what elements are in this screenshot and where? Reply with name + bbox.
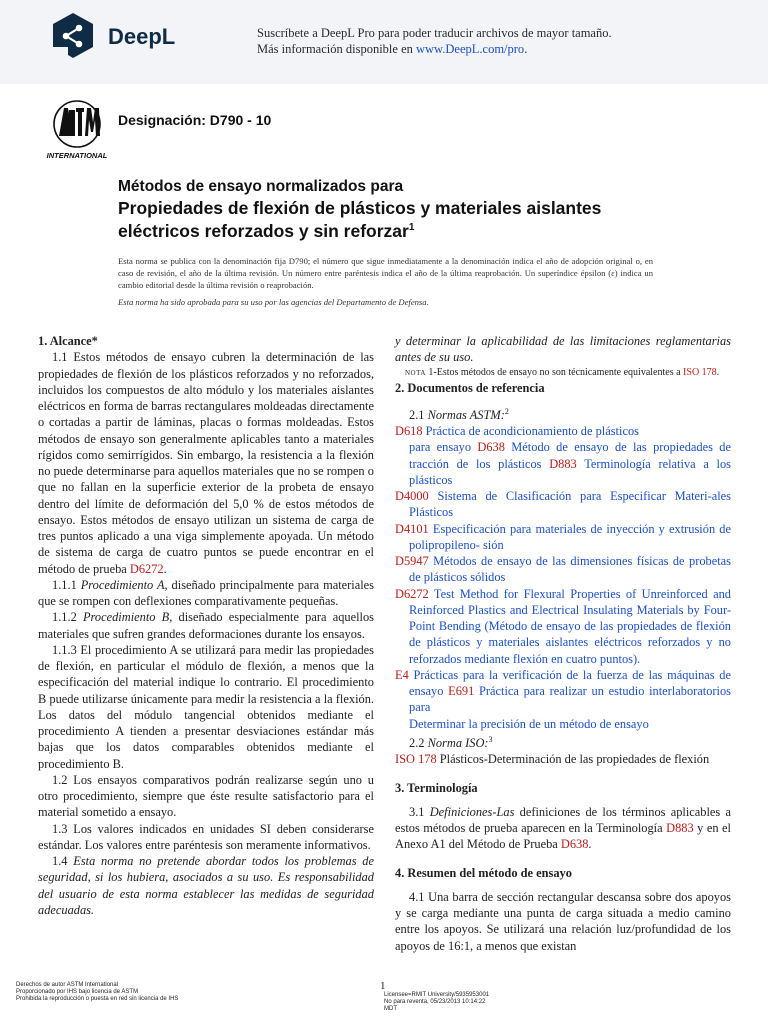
ref-link-d6272[interactable]: D6272 — [395, 586, 429, 601]
section-4-heading: 4. Resumen del método de ensayo — [395, 865, 572, 880]
ref-iso178-title: Plásticos-Determinación de las propiedades de flexión — [436, 752, 710, 767]
ref-e4-title: Prácticas para la verificación de la fuerza de las máquinas de ensayo — [408, 667, 731, 699]
ref-d4101-title: Especificación para materiales de inyección y extrusión de polipropileno- sión — [409, 521, 731, 552]
safety-statement-cont: y determinar la aplicabilidad de las limitaciones reglamentarias antes de su uso. — [395, 334, 731, 365]
footer-license-line-2: No para reventa, 05/23/2013 10:14:22 — [384, 999, 486, 1005]
para-1-1-1 — [38, 577, 374, 610]
para-3-1 — [395, 804, 731, 853]
footer-license-line-3: MDT — [384, 1006, 397, 1012]
note-1 — [395, 366, 731, 380]
right-column — [395, 333, 731, 954]
note-end: . — [716, 366, 720, 378]
ref-d638 — [395, 439, 731, 488]
procedure-a-label: Procedimiento A — [80, 577, 165, 592]
para-1-4 — [38, 853, 374, 918]
para-num: 1.1.1 — [52, 577, 81, 592]
ref-d618-title: Práctica de acondicionamiento de plásticos — [422, 424, 639, 439]
ref-d5947 — [395, 553, 731, 586]
promo-line-1: Suscríbete a DeepL Pro para poder traducir archivos de mayor tamaño. — [257, 26, 612, 40]
para-3-1-mid: y en el Anexo A1 del Método de Prueba — [395, 821, 731, 852]
ref-d618 — [395, 423, 731, 439]
para-1-1 — [38, 349, 374, 577]
para-3-1-text: definiciones de los términos aplicables a estos métodos de prueba aparecen en la Terminología — [395, 804, 731, 835]
para-2-2 — [395, 732, 731, 751]
para-2-1 — [395, 404, 731, 423]
para-1-1-text: 1.1 Estos métodos de ensayo cubren la determinación de las propiedades de flexión de los plásticos reforzados y no reforzados, incluidos los compuestos de alto módulo y los materiales aislantes eléctricos en forma de barras rectangulares moldeadas directamente o cortadas a partir de láminas, placas o formas moldeadas. Estos métodos de ensayo son generalmente aplicables tanto a materiales rígidos como semirrígidos. Sin embargo, la resistencia a la flexión no puede determinarse para aquellos materiales que no se rompen o que no fallan en la superficie exterior de la probeta de ensayo dentro del límite de deformación del 5,0 % de estos métodos de ensayo. Estos métodos de ensayo utilizan un sistema de carga de tres puntos aplicado a una viga simplemente apoyada. Un método de sistema de carga de cuatro puntos se puede encontrar en el método de prueba — [38, 350, 374, 576]
title-line-1: Métodos de ensayo normalizados para — [118, 178, 404, 195]
page-number: 1 — [380, 980, 386, 992]
standard-intro-note: Esta norma se publica con la denominación fija D790; el número que sigue inmediatamente a la denominación indica el año de adopción original o, en caso de revisión, el año de la última revisión. Un número entre paréntesis indica el año de la última reaprobación. Un superíndice épsilon (ε) indica un cambio editorial desde la última revisión o reaprobación. — [118, 256, 653, 290]
deepl-pro-link[interactable]: www.DeepL.com/pro — [416, 42, 525, 56]
para-num: 1.4 — [52, 854, 74, 868]
ref-link-d618[interactable]: D618 — [395, 424, 423, 439]
note-text: 1-Estos métodos de ensayo no son técnicamente equivalentes a — [428, 366, 684, 378]
para-1-1-2-text: , diseñado especialmente para aquellos materiales que sufren grandes deformaciones durante los ensayos. — [38, 610, 374, 641]
ref-link-d5947[interactable]: D5947 — [395, 554, 429, 569]
para-1-2: 1.2 Los ensayos comparativos podrán realizarse según uno u otro procedimiento, siempre que éste resulte satisfactorio para el material sometido a ensayo. — [38, 772, 374, 820]
ref-d4000-title: Sistema de Clasificación para Especificar Materi-ales Plásticos — [409, 489, 731, 520]
ref-link-d883-term[interactable]: D883 — [666, 821, 694, 835]
ref-d4101 — [395, 521, 731, 554]
footer-line-2: Proporcionado por IHS bajo licencia de ASTM — [16, 989, 139, 995]
ref-e691-cont: Determinar la precisión de un método de ensayo — [409, 716, 649, 731]
ref-link-e4[interactable]: E4 — [395, 667, 409, 682]
promo-line-2 — [257, 41, 757, 57]
section-2-heading: 2. Documentos de referencia — [395, 380, 545, 395]
ref-link-d883[interactable]: D883 — [549, 456, 577, 471]
ref-d6272 — [395, 586, 731, 667]
dod-approval-note: Esta norma ha sido aprobada para su uso por las agencias del Departamento de Defensa. — [118, 297, 429, 307]
footer-line-1: Derechos de autor ASTM International — [16, 982, 119, 988]
ref-link-iso178-note[interactable]: ISO 178 — [683, 366, 717, 378]
para-3-1-end: . — [588, 837, 592, 852]
ref-link-d6272[interactable]: D6272 — [129, 561, 164, 576]
safety-statement: Esta norma no pretende abordar todos los problemas de seguridad, si los hubiera, asociados a su uso. Es responsabilidad del usuario de esta norma establecer las medidas de seguridad adecuadas. — [38, 854, 374, 917]
deepl-promo-text — [257, 25, 757, 57]
astm-standards-label: Normas ASTM: — [427, 407, 505, 422]
svg-text:INTERNATIONAL: INTERNATIONAL — [46, 151, 108, 160]
para-num: 2.1 — [409, 407, 428, 422]
ref-link-iso178[interactable]: ISO 178 — [395, 752, 437, 767]
note-label: NOTA — [405, 368, 426, 377]
para-1-1-1-text: , diseñado principalmente para materiales que se rompen con deflexiones comparativamente pequeñas. — [38, 577, 374, 608]
para-num: 1.1.2 — [52, 610, 83, 625]
section-3-heading: 3. Terminología — [395, 780, 478, 795]
para-num: 2.2 — [409, 736, 428, 750]
para-1-1-3: 1.1.3 El procedimiento A se utilizará para medir las propiedades de flexión, en particular el módulo de flexión, a menos que la especificación del material indique lo contrario. El procedimiento B puede utilizarse únicamente para medir la resistencia a la flexión. Los datos del módulo tangencial obtenidos mediante el procedimiento A tienden a presentar desviaciones estándar más bajas que los datos comparables obtenidos mediante el procedimiento B. — [38, 642, 374, 771]
para-1-1-2 — [38, 609, 374, 642]
deepl-logo-icon[interactable] — [48, 11, 98, 61]
para-1-1-end: . — [163, 561, 167, 576]
definitions-label: Definiciones-Las — [429, 804, 515, 819]
ref-link-d638[interactable]: D638 — [477, 440, 505, 455]
promo-prefix: Más información disponible en — [257, 42, 416, 56]
title-main — [118, 198, 678, 241]
ref-e691-title: Práctica para realizar un estudio interlaboratorios para — [409, 684, 731, 715]
footnote-mark: 2 — [504, 406, 509, 416]
astm-international-logo — [42, 98, 112, 162]
deepl-brand-name: DeepL — [108, 24, 176, 49]
footer-copyright — [16, 982, 178, 1003]
footer-license-line-1: Licensee=RMIT University/5935953001 — [384, 992, 490, 998]
ref-d638-prefix: para ensayo — [409, 440, 478, 455]
ref-e4-e691 — [395, 667, 731, 716]
procedure-b-label: Procedimiento B — [82, 610, 170, 625]
ref-link-d638-annex[interactable]: D638 — [560, 837, 589, 852]
deepl-banner — [0, 0, 768, 84]
title-main-text: Propiedades de flexión de plásticos y materiales aislantes eléctricos reforzados y sin reforzar — [118, 198, 602, 241]
footer-license — [384, 992, 489, 1013]
title-footnote-mark: 1 — [408, 222, 415, 233]
ref-d6272-title: Test Method for Flexural Properties of Unreinforced and Reinforced Plastics and Electrical Insulating Materials by Four-Point Bending (Método de ensayo de las propiedades de flexión de plásticos y materiales aislantes eléctricos reforzados y no reforzados mediante flexión en cuatro puntos). — [409, 586, 731, 666]
ref-link-d4101[interactable]: D4101 — [395, 521, 429, 536]
promo-suffix: . — [524, 42, 528, 56]
ref-link-d4000[interactable]: D4000 — [395, 489, 429, 504]
ref-link-e691[interactable]: E691 — [448, 684, 475, 699]
ref-iso178 — [395, 751, 731, 767]
para-4-1: 4.1 Una barra de sección rectangular descansa sobre dos apoyos y se carga mediante una punta de carga situada a medio camino entre los apoyos. Se utilizará una relación luz/profundidad de los apoyos de 16:1, a menos que existan — [395, 889, 731, 953]
ref-d883-title: Terminología relativa a los plásticos — [409, 456, 731, 487]
ref-d4000 — [395, 488, 731, 521]
section-1-heading: 1. Alcance* — [38, 334, 98, 348]
iso-standard-label: Norma ISO: — [427, 736, 489, 750]
para-1-3: 1.3 Los valores indicados en unidades SI deben considerarse estándar. Los valores entre paréntesis son meramente informativos. — [38, 821, 374, 852]
ref-d638-title: Método de ensayo de las propiedades de tracción de los plásticos — [409, 440, 731, 471]
ref-d5947-title: Métodos de ensayo de las dimensiones físicas de probetas de plásticos sólidos — [409, 554, 731, 585]
footnote-mark: 3 — [488, 734, 493, 744]
footer-line-3: Prohibida la reproducción o puesta en red sin licencia de IHS — [16, 996, 179, 1002]
left-column — [38, 333, 374, 918]
designation: Designación: D790 - 10 — [118, 112, 272, 128]
para-num: 3.1 — [409, 804, 430, 819]
